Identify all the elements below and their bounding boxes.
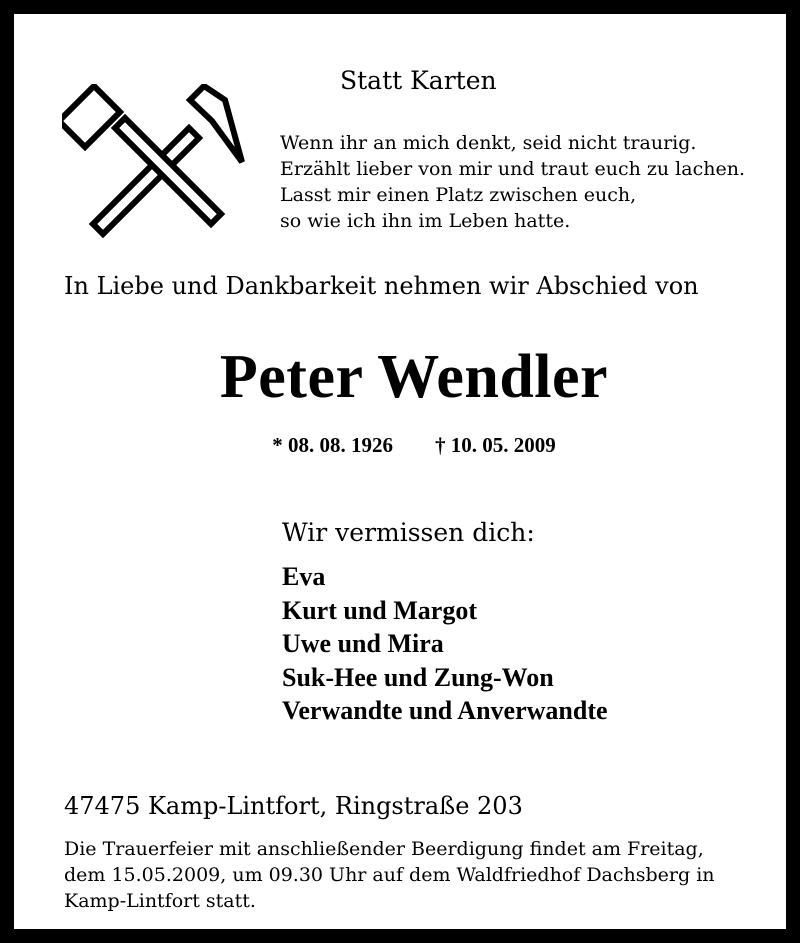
- poem-line: so wie ich ihn im Leben hatte.: [280, 210, 571, 232]
- address: 47475 Kamp-Lintfort, Ringstraße 203: [64, 792, 523, 820]
- life-dates: [14, 433, 800, 458]
- funeral-line: dem 15.05.2009, um 09.30 Uhr auf dem Waldfriedhof Dachsberg in: [64, 864, 715, 886]
- mourner-name: Kurt und Margot: [282, 595, 477, 625]
- funeral-line: Kamp-Lintfort statt.: [64, 890, 256, 912]
- poem: [280, 130, 745, 234]
- poem-line: Erzählt lieber von mir und traut euch zu lachen.: [280, 158, 745, 180]
- mourner-name: Uwe und Mira: [282, 629, 444, 658]
- poem-line: Lasst mir einen Platz zwischen euch,: [280, 184, 637, 206]
- poem-line: Wenn ihr an mich denkt, seid nicht traurig.: [280, 132, 697, 154]
- mourner-name: Eva: [282, 562, 326, 591]
- mourners-list: [282, 560, 608, 728]
- birth-date: * 08. 08. 1926: [272, 433, 393, 457]
- intro-line: In Liebe und Dankbarkeit nehmen wir Abschied von: [64, 272, 699, 300]
- funeral-line: Die Trauerfeier mit anschließender Beerdigung findet am Freitag,: [64, 838, 704, 860]
- hammer-and-pick-icon: [62, 84, 252, 244]
- mourner-name: Verwandte und Anverwandte: [282, 696, 608, 725]
- mourner-name: Suk-Hee und Zung-Won: [282, 662, 554, 692]
- death-date: † 10. 05. 2009: [435, 433, 556, 457]
- subtitle: Statt Karten: [340, 66, 497, 95]
- miss-heading: Wir vermissen dich:: [282, 518, 535, 547]
- funeral-info: [64, 836, 715, 914]
- deceased-name: Peter Wendler: [219, 343, 609, 411]
